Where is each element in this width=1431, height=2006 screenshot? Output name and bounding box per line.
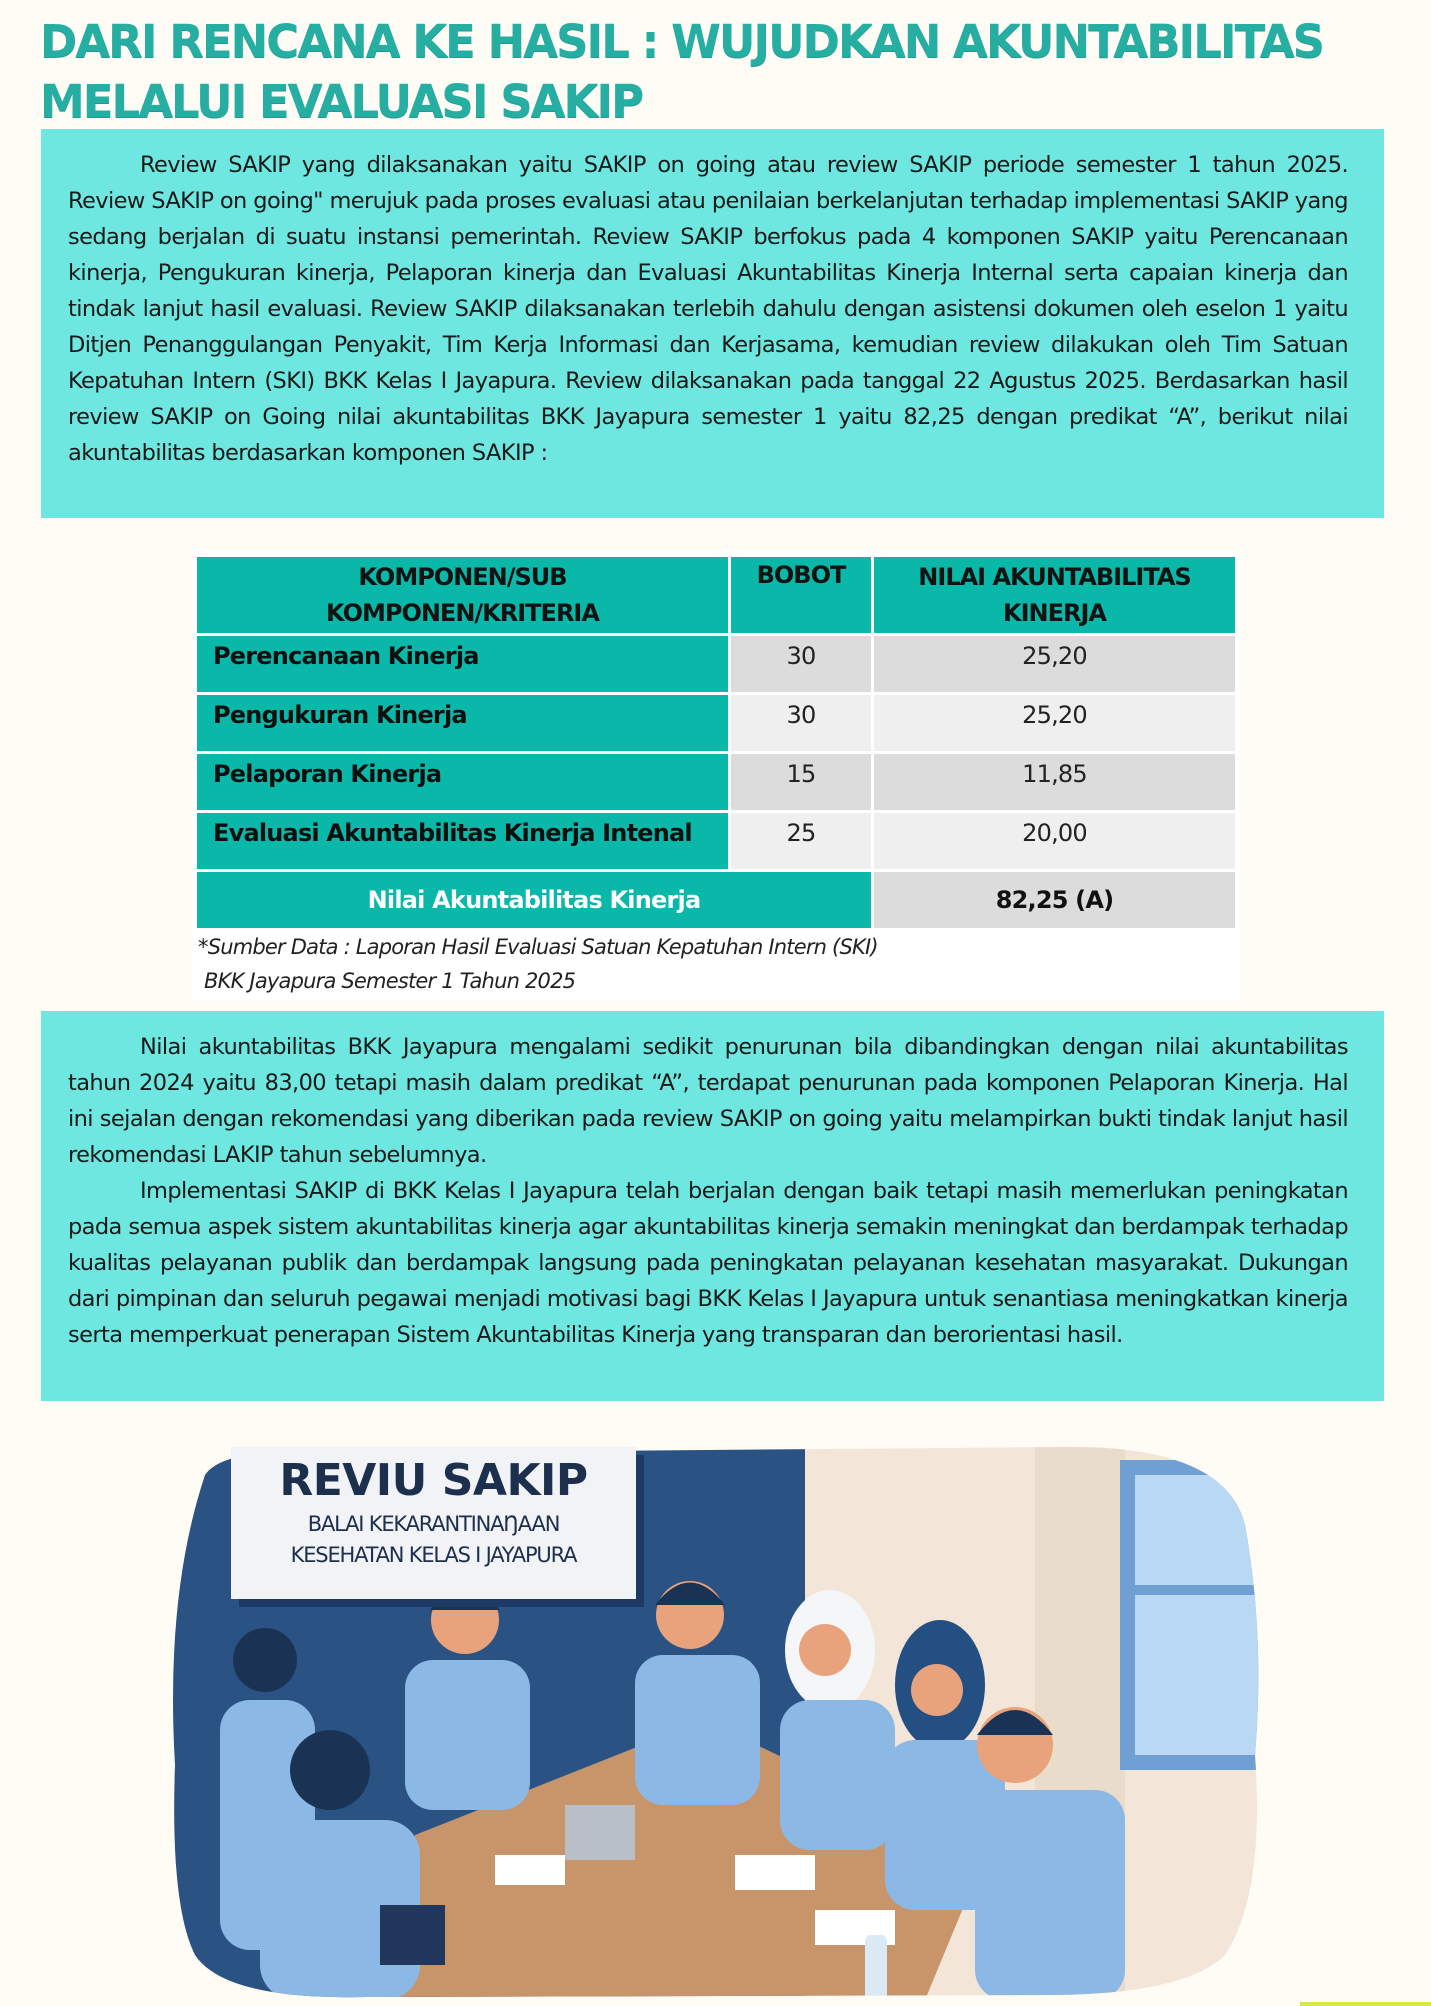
title-line-1: DARI RENCANA KE HASIL : WUJUDKAN AKUNTABILITAS: [40, 15, 1324, 68]
table-row: [196, 812, 1237, 871]
title-line-2: MELALUI EVALUASI SAKIP: [40, 75, 643, 128]
sign-title: REVIU SAKIP: [279, 1455, 588, 1506]
total-value: 82,25 (A): [873, 871, 1237, 930]
score-table-figure: [192, 550, 1240, 1000]
row-score: 25,20: [873, 635, 1237, 694]
table-total-row: [196, 871, 1237, 930]
meeting-illustration: [165, 1435, 1280, 2000]
table-row: [196, 694, 1237, 753]
header-score-line2: KINERJA: [1003, 599, 1106, 627]
header-criteria-line2: KOMPONEN/KRITERIA: [326, 599, 599, 627]
row-criteria: Perencanaan Kinerja: [196, 635, 730, 694]
sign-line-1: BALAI KEKARANTINAŊAAN: [307, 1512, 560, 1536]
sign-line-2: KESEHATAN KELAS I JAYAPURA: [290, 1543, 577, 1567]
conclusion-paragraph-2: Implementasi SAKIP di BKK Kelas I Jayapura telah berjalan dengan baik tetapi masih memerlukan peningkatan pada semua aspek sistem akuntabilitas kinerja agar akuntabilitas kinerja semakin meningkat dan berdampak terhadap kualitas pelayanan publik dan berdampak langsung pada peningkatan pelayanan kesehatan masyarakat. Dukungan dari pimpinan dan seluruh pegawai menjadi motivasi bagi BKK Kelas I Jayapura untuk senantiasa meningkatkan kinerja serta memperkuat penerapan Sistem Akuntabilitas Kinerja yang transparan dan berorientasi hasil.: [68, 1178, 1348, 1348]
row-weight: 30: [730, 635, 873, 694]
source-note: [198, 930, 878, 998]
header-criteria-line1: KOMPONEN/SUB: [358, 563, 567, 591]
reviu-sakip-sign: [231, 1447, 636, 1599]
header-score: [873, 556, 1237, 635]
source-line-1: *Sumber Data : Laporan Hasil Evaluasi Satuan Kepatuhan Intern (SKI): [198, 935, 878, 959]
row-criteria: Pengukuran Kinerja: [196, 694, 730, 753]
intro-panel: [41, 129, 1384, 518]
row-criteria: Evaluasi Akuntabilitas Kinerja Intenal: [196, 812, 730, 871]
laptop-icon: [380, 1905, 445, 1965]
header-score-line1: NILAI AKUNTABILITAS: [918, 563, 1191, 591]
row-weight: 25: [730, 812, 873, 871]
header-weight-label: BOBOT: [756, 561, 846, 589]
table-row: [196, 635, 1237, 694]
conclusion-panel: [41, 1011, 1384, 1401]
table-row: [196, 753, 1237, 812]
notebook-icon: [495, 1855, 565, 1885]
row-weight: 15: [730, 753, 873, 812]
header-criteria: [196, 556, 730, 635]
accent-bar: [1300, 2002, 1431, 2006]
header-weight: [730, 556, 873, 635]
score-table: [194, 554, 1238, 931]
page-title: [40, 12, 1400, 132]
table-header-row: [196, 556, 1237, 635]
conclusion-paragraph-1: Nilai akuntabilitas BKK Jayapura mengalami sedikit penurunan bila dibandingkan dengan nilai akuntabilitas tahun 2024 yaitu 83,00 tetapi masih dalam predikat “A”, terdapat penurunan pada komponen Pelaporan Kinerja. Hal ini sejalan dengan rekomendasi yang diberikan pada review SAKIP on going yaitu melampirkan bukti tindak lanjut hasil rekomendasi LAKIP tahun sebelumnya.: [68, 1034, 1348, 1168]
row-score: 25,20: [873, 694, 1237, 753]
row-weight: 30: [730, 694, 873, 753]
notebook-icon: [735, 1855, 815, 1890]
total-label: Nilai Akuntabilitas Kinerja: [196, 871, 873, 930]
laptop-icon: [565, 1805, 635, 1860]
water-bottle-icon: [865, 1935, 887, 2000]
row-score: 20,00: [873, 812, 1237, 871]
source-line-2: BKK Jayapura Semester 1 Tahun 2025: [204, 969, 576, 993]
row-criteria: Pelaporan Kinerja: [196, 753, 730, 812]
intro-paragraph: Review SAKIP yang dilaksanakan yaitu SAKIP on going atau review SAKIP periode semester 1 tahun 2025. Review SAKIP on going" merujuk pada proses evaluasi atau penilaian berkelanjutan terhadap implementasi SAKIP yang sedang berjalan di suatu instansi pemerintah. Review SAKIP berfokus pada 4 komponen SAKIP yaitu Perencanaan kinerja, Pengukuran kinerja, Pelaporan kinerja dan Evaluasi Akuntabilitas Kinerja Internal serta capaian kinerja dan tindak lanjut hasil evaluasi. Review SAKIP dilaksanakan terlebih dahulu dengan asistensi dokumen oleh eselon 1 yaitu Ditjen Penanggulangan Penyakit, Tim Kerja Informasi dan Kerjasama, kemudian review dilakukan oleh Tim Satuan Kepatuhan Intern (SKI) BKK Kelas I Jayapura. Review dilaksanakan pada tanggal 22 Agustus 2025. Berdasarkan hasil review SAKIP on Going nilai akuntabilitas BKK Jayapura semester 1 yaitu 82,25 dengan predikat “A”, berikut nilai akuntabilitas berdasarkan komponen SAKIP :: [68, 152, 1348, 466]
row-score: 11,85: [873, 753, 1237, 812]
